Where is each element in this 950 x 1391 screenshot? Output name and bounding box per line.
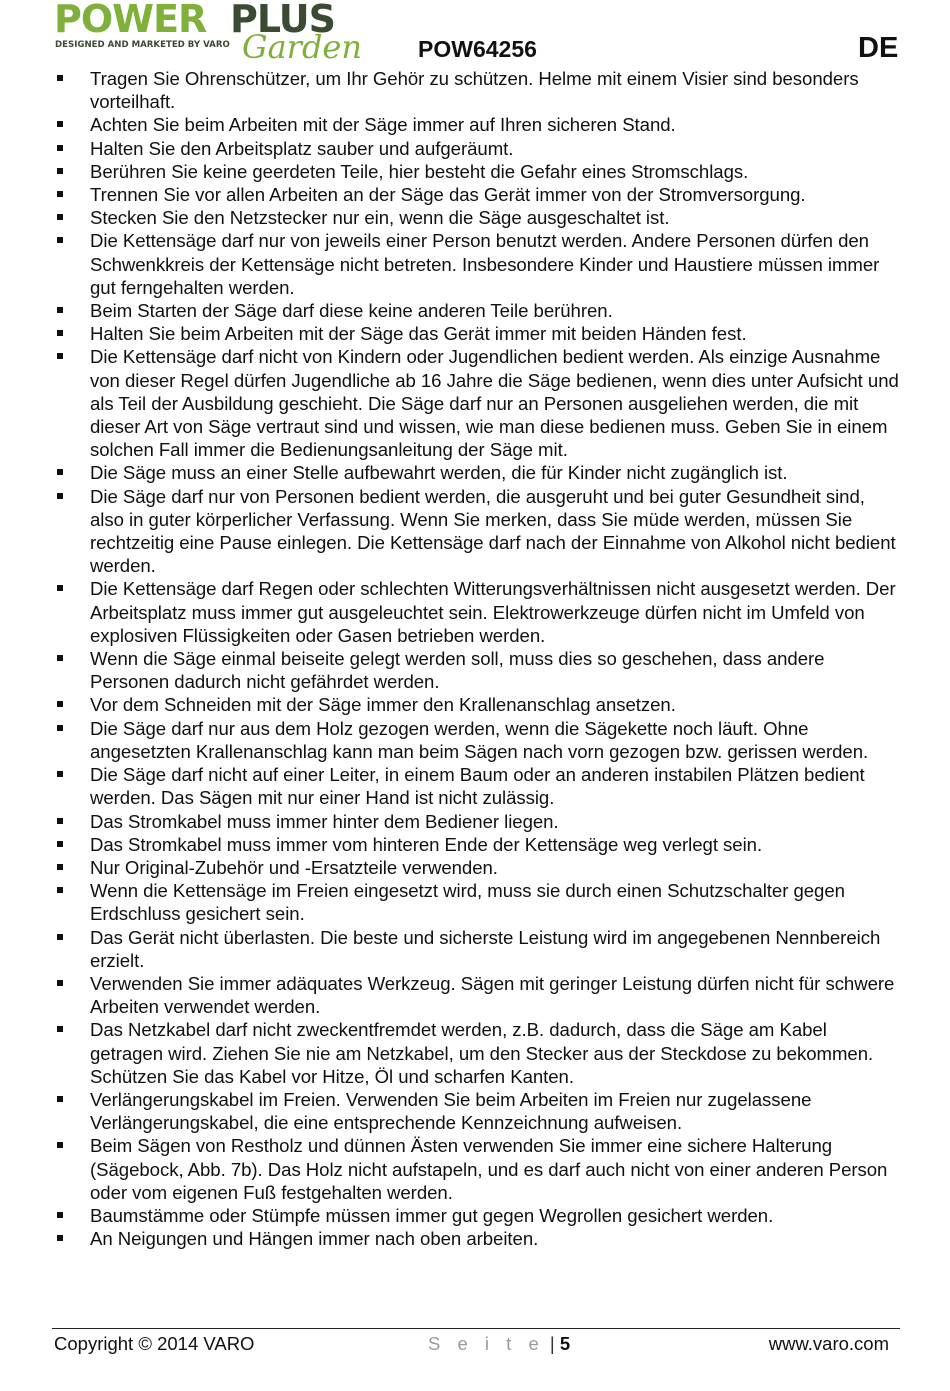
page-header (0, 0, 950, 70)
list-item (56, 485, 901, 578)
list-item-text: Halten Sie beim Arbeiten mit der Säge das Gerät immer mit beiden Händen fest. (90, 323, 747, 345)
list-item (56, 810, 901, 833)
list-item-text: Halten Sie den Arbeitsplatz sauber und aufgeräumt. (90, 137, 514, 159)
bullet-icon (57, 168, 63, 174)
bullet-icon (57, 1026, 63, 1032)
list-item (56, 229, 901, 299)
bullet-icon (57, 145, 63, 151)
list-item (56, 647, 901, 693)
bullet-icon (57, 75, 63, 81)
list-item (56, 972, 901, 1018)
bullet-icon (57, 818, 63, 824)
page-number: 5 (559, 1333, 571, 1354)
list-item-text: Das Stromkabel muss immer vom hinteren Ende der Kettensäge weg verlegt sein. (90, 833, 763, 855)
bullet-icon (57, 585, 63, 591)
list-item (56, 1018, 901, 1088)
list-item-text: Nur Original-Zubehör und -Ersatzteile verwenden. (90, 856, 498, 878)
logo-plus-text: PLUS (230, 0, 335, 41)
list-item-text: Berühren Sie keine geerdeten Teile, hier besteht die Gefahr eines Stromschlags. (90, 160, 749, 182)
bullet-icon (57, 771, 63, 777)
bullet-icon (57, 725, 63, 731)
bullet-icon (57, 701, 63, 707)
list-item-text: Die Säge darf nur aus dem Holz gezogen werden, wenn die Sägekette noch läuft. Ohne angesetzten Krallenanschlag kann man beim Sägen nach vorn gezogen bzw. gerissen werden. (90, 717, 869, 762)
list-item (56, 461, 901, 484)
bullet-icon (57, 864, 63, 870)
list-item-text: Baumstämme oder Stümpfe müssen immer gut gegen Wegrollen gesichert werden. (90, 1204, 774, 1226)
model-number: POW64256 (418, 36, 537, 62)
list-item-text: Die Kettensäge darf nur von jeweils einer Person benutzt werden. Andere Personen dürfen den Schwenkkreis der Kettensäge nicht betreten. Insbesondere Kinder und Haustiere müssen immer gut ferngehalten werden. (90, 230, 880, 298)
list-item-text: Vor dem Schneiden mit der Säge immer den Krallenanschlag ansetzen. (90, 694, 676, 716)
list-item-text: Tragen Sie Ohrenschützer, um Ihr Gehör zu schützen. Helme mit einem Visier sind besonders vorteilhaft. (90, 68, 859, 113)
list-item-text: Das Stromkabel muss immer hinter dem Bediener liegen. (90, 810, 559, 832)
list-item-text: Die Säge muss an einer Stelle aufbewahrt werden, die für Kinder nicht zugänglich ist. (90, 462, 788, 484)
list-item (56, 160, 901, 183)
bullet-icon (57, 841, 63, 847)
bullet-icon (57, 237, 63, 243)
bullet-icon (57, 214, 63, 220)
list-item-text: Wenn die Säge einmal beiseite gelegt werden soll, muss dies so geschehen, dass andere Personen dadurch nicht gefährdet werden. (90, 648, 825, 693)
instruction-list (56, 67, 901, 1250)
page-label: S e i t e (428, 1333, 545, 1354)
page-separator: | (549, 1333, 555, 1354)
list-item (56, 926, 901, 972)
footer-website: www.varo.com (768, 1333, 889, 1354)
list-item-text: Beim Starten der Säge darf diese keine anderen Teile berühren. (90, 300, 613, 322)
list-item-text: Die Säge darf nicht auf einer Leiter, in einem Baum oder an anderen instabilen Plätzen bedient werden. Das Sägen mit nur einer Hand ist nicht zulässig. (90, 764, 865, 809)
logo-tagline: DESIGNED AND MARKETED BY VARO (55, 40, 230, 50)
bullet-icon (57, 121, 63, 127)
list-item (56, 1227, 901, 1250)
list-item (56, 1088, 901, 1134)
list-item (56, 833, 901, 856)
list-item (56, 206, 901, 229)
list-item (56, 1204, 901, 1227)
list-item (56, 693, 901, 716)
safety-instructions (56, 67, 901, 1250)
list-item (56, 717, 901, 763)
list-item (56, 322, 901, 345)
list-item-text: Die Kettensäge darf Regen oder schlechten Witterungsverhältnissen nicht ausgesetzt werden. Der Arbeitsplatz muss immer gut ausgeleuchtet sein. Elektrowerkzeuge dürfen nicht im Umfeld von explosiven Flüssigkeiten oder Gasen betrieben werden. (90, 578, 896, 646)
list-item (56, 345, 901, 461)
footer-copyright: Copyright © 2014 VARO (54, 1333, 255, 1354)
list-item (56, 137, 901, 160)
list-item-text: Das Netzkabel darf nicht zweckentfremdet werden, z.B. dadurch, dass die Säge am Kabel getragen wird. Ziehen Sie nie am Netzkabel, um den Stecker aus der Steckdose zu bekommen. Schützen Sie das Kabel vor Hitze, Öl und scharfen Kanten. (90, 1019, 874, 1087)
list-item-text: Wenn die Kettensäge im Freien eingesetzt wird, muss sie durch einen Schutzschalter gegen Erdschluss gesichert sein. (90, 880, 845, 925)
list-item-text: An Neigungen und Hängen immer nach oben arbeiten. (90, 1228, 539, 1250)
powerplus-garden-logo (52, 0, 392, 62)
bullet-icon (57, 1212, 63, 1218)
list-item-text: Beim Sägen von Restholz und dünnen Ästen verwenden Sie immer eine sichere Halterung (Sägebock, Abb. 7b). Das Holz nicht aufstapeln, und es darf auch nicht von einer anderen Person oder vom eigenen Fuß festgehalten werden. (90, 1135, 888, 1203)
logo-garden-script: Garden (242, 28, 362, 62)
bullet-icon (57, 307, 63, 313)
list-item-text: Die Säge darf nur von Personen bedient werden, die ausgeruht und bei guter Gesundheit sind, also in guter körperlicher Verfassung. Wenn Sie merken, dass Sie müde werden, müssen Sie rechtzeitig eine Pause einlegen. Die Kettensäge darf nach der Einnahme von Alkohol nicht bedient werden. (90, 485, 896, 577)
bullet-icon (57, 1096, 63, 1102)
bullet-icon (57, 493, 63, 499)
bullet-icon (57, 655, 63, 661)
bullet-icon (57, 1142, 63, 1148)
bullet-icon (57, 330, 63, 336)
list-item (56, 67, 901, 113)
list-item (56, 856, 901, 879)
footer-page-indicator (428, 1333, 570, 1355)
list-item-text: Das Gerät nicht überlasten. Die beste und sicherste Leistung wird im angegebenen Nennbereich erzielt. (90, 926, 881, 971)
bullet-icon (57, 934, 63, 940)
list-item-text: Stecken Sie den Netzstecker nur ein, wenn die Säge ausgeschaltet ist. (90, 207, 670, 229)
list-item-text: Verwenden Sie immer adäquates Werkzeug. Sägen mit geringer Leistung dürfen nicht für schwere Arbeiten verwendet werden. (90, 972, 895, 1018)
list-item (56, 183, 901, 206)
list-item (56, 113, 901, 136)
bullet-icon (57, 980, 63, 986)
list-item-text: Verlängerungskabel im Freien. Verwenden Sie beim Arbeiten im Freien nur zugelassene Verlängerungskabel, die eine entsprechende Kennzeichnung aufweisen. (90, 1088, 812, 1134)
list-item (56, 577, 901, 647)
list-item-text: Die Kettensäge darf nicht von Kindern oder Jugendlichen bedient werden. Als einzige Ausnahme von dieser Regel dürfen Jugendliche ab 16 Jahre die Säge bedienen, wenn dies unter Aufsicht und als Teil der Ausbildung geschieht. Die Säge darf nur an Personen ausgeliehen werden, die mit dieser Art von Säge vertraut sind und wissen, wie man diese bedienen muss. Geben Sie in einem solchen Fall immer die Bedienungsanleitung der Säge mit. (90, 346, 899, 461)
list-item (56, 763, 901, 809)
bullet-icon (57, 887, 63, 893)
list-item (56, 299, 901, 322)
list-item (56, 1134, 901, 1204)
language-code: DE (858, 32, 899, 64)
bullet-icon (57, 469, 63, 475)
footer-divider (52, 1328, 900, 1329)
logo-power-text: POWER (54, 0, 207, 41)
list-item (56, 879, 901, 925)
bullet-icon (57, 1235, 63, 1241)
bullet-icon (57, 353, 63, 359)
bullet-icon (57, 191, 63, 197)
list-item-text: Trennen Sie vor allen Arbeiten an der Säge das Gerät immer von der Stromversorgung. (90, 184, 806, 206)
list-item-text: Achten Sie beim Arbeiten mit der Säge immer auf Ihren sicheren Stand. (90, 114, 676, 136)
